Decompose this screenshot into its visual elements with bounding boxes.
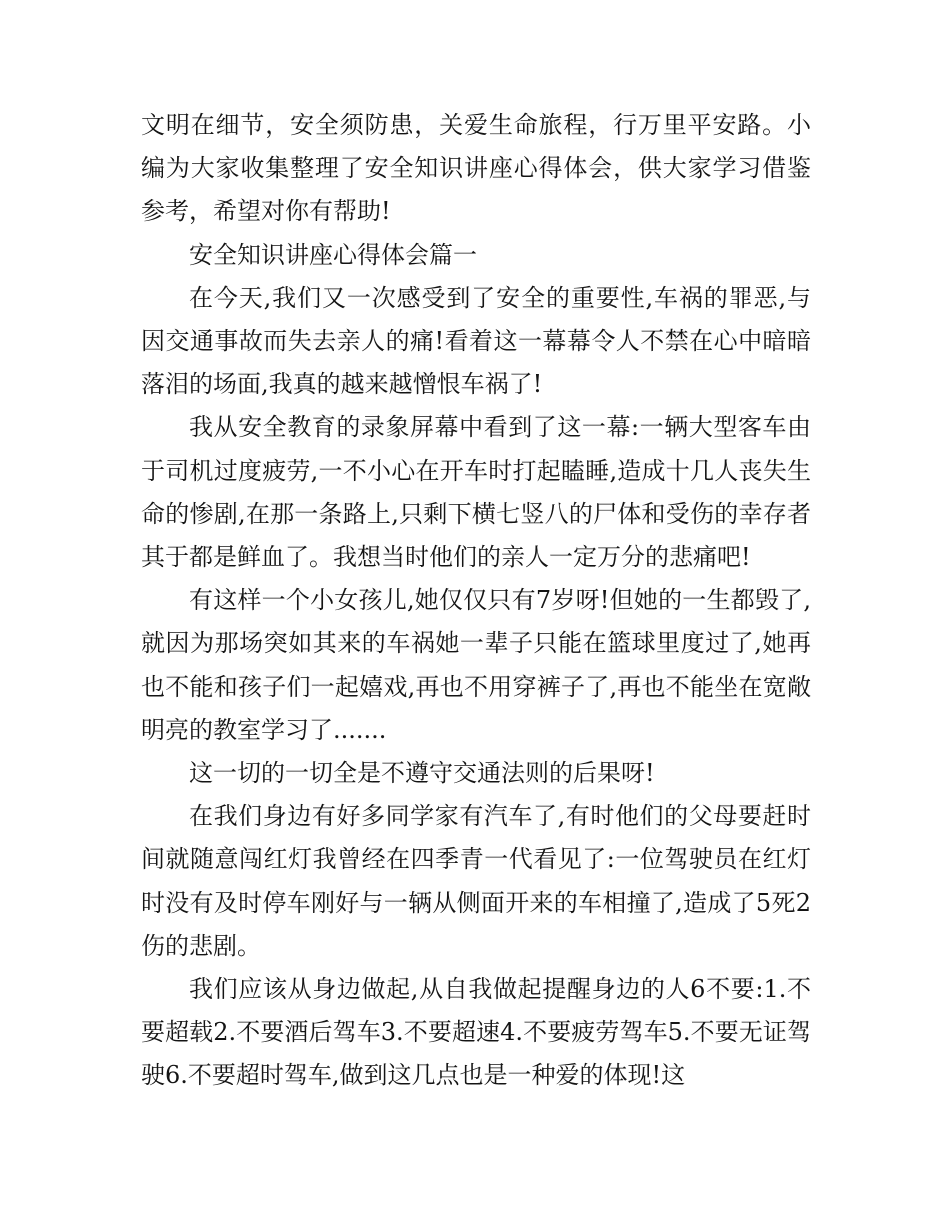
intro-paragraph: 文明在细节，安全须防患，关爱生命旅程，行万里平安路。小编为大家收集整理了安全知识讲座心得体会，供大家学习借鉴参考，希望对你有帮助! bbox=[141, 111, 811, 226]
body-paragraph: 有这样一个小女孩儿,她仅仅只有7岁呀!但她的一生都毁了,就因为那场突如其来的车祸她一辈子只能在篮球里度过了,她再也不能和孩子们一起嬉戏,再也不用穿裤子了,再也不能坐在宽敞明亮的教室学习了....... bbox=[141, 586, 811, 744]
body-paragraph: 我从安全教育的录象屏幕中看到了这一幕:一辆大型客车由于司机过度疲劳,一不小心在开车时打起瞌睡,造成十几人丧失生命的惨剧,在那一条路上,只剩下横七竖八的尸体和受伤的幸存者其于都是鲜血了。我想当时他们的亲人一定万分的悲痛吧! bbox=[141, 413, 811, 572]
document-page bbox=[141, 104, 811, 1098]
body-paragraph: 我们应该从身边做起,从自我做起提醒身边的人6不要:1.不要超载2.不要酒后驾车3.不要超速4.不要疲劳驾车5.不要无证驾驶6.不要超时驾车,做到这几点也是一种爱的体现!这 bbox=[141, 975, 811, 1090]
body-paragraph: 在我们身边有好多同学家有汽车了,有时他们的父母要赶时间就随意闯红灯我曾经在四季青一代看见了:一位驾驶员在红灯时没有及时停车刚好与一辆从侧面开来的车相撞了,造成了5死2伤的悲剧。 bbox=[141, 802, 811, 960]
body-paragraph: 在今天,我们又一次感受到了安全的重要性,车祸的罪恶,与因交通事故而失去亲人的痛!看着这一幕幕令人不禁在心中暗暗落泪的场面,我真的越来越憎恨车祸了! bbox=[141, 283, 811, 399]
section-heading: 安全知识讲座心得体会篇一 bbox=[189, 240, 477, 269]
body-paragraph: 这一切的一切全是不遵守交通法则的后果呀! bbox=[189, 759, 655, 788]
